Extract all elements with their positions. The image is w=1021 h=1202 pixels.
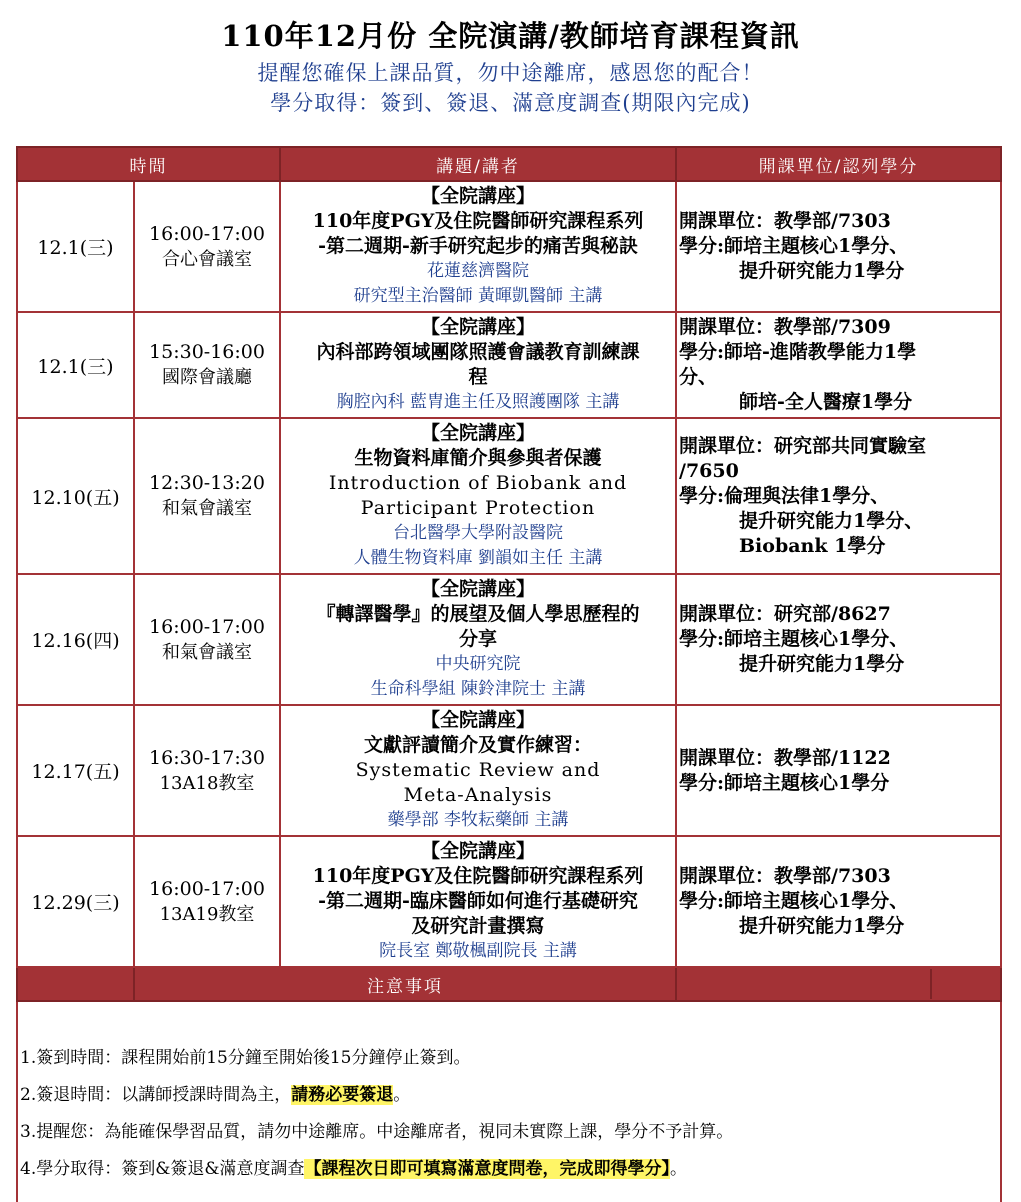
speaker: 院長室 鄭敬楓副院長 主講 (379, 941, 577, 961)
note-item (20, 1077, 998, 1114)
note-item: 1.簽到時間：課程開始前15分鐘至開始後15分鐘停止簽到。 (20, 1048, 471, 1068)
row-topic (280, 705, 676, 836)
row-time (134, 312, 280, 418)
credit-line: 師培-全人醫療1學分 (739, 391, 913, 413)
row-topic (280, 312, 676, 418)
note-text: 。 (669, 1159, 687, 1179)
note-highlight: 【課程次日即可填寫滿意度問卷，完成即得學分】 (304, 1159, 670, 1179)
time-range: 16:00-17:00 (149, 222, 265, 245)
row-time (134, 418, 280, 574)
speaker-org: 中央研究院 (435, 654, 521, 674)
row-date: 12.16(四) (17, 574, 134, 705)
row-unit (676, 836, 1001, 967)
row-topic (280, 418, 676, 574)
lecture-title: 分享 (458, 628, 497, 650)
lecture-title: -第二週期-臨床醫師如何進行基礎研究 (318, 890, 638, 912)
time-range: 12:30-13:20 (149, 472, 265, 494)
lecture-title-en: Introduction of Biobank and (328, 472, 628, 494)
lecture-tag: 【全院講座】 (420, 840, 535, 862)
credit-line: 分、 (679, 366, 718, 388)
lecture-title: 程 (468, 366, 488, 388)
room: 和氣會議室 (162, 498, 252, 519)
table-row (17, 836, 1001, 967)
course-unit: /7650 (679, 459, 739, 482)
table-row (17, 705, 1001, 836)
row-time (134, 705, 280, 836)
time-range: 16:00-17:00 (149, 877, 265, 900)
row-date: 12.17(五) (17, 705, 134, 836)
row-unit (676, 705, 1001, 836)
room: 和氣會議室 (162, 641, 252, 663)
row-unit (676, 418, 1001, 574)
notes-heading: 注意事項 (134, 967, 676, 1001)
time-range: 16:00-17:00 (149, 615, 265, 638)
reminder-subtitle: 提醒您確保上課品質，勿中途離席，感恩您的配合！ (257, 61, 764, 85)
notes-box (17, 1001, 1001, 1202)
lecture-title: 內科部跨領域團隊照護會議教育訓練課 (316, 341, 640, 363)
notes-header-spacer (17, 967, 134, 1001)
room: 合心會議室 (162, 248, 252, 270)
course-unit: 開課單位：教學部/7303 (679, 865, 891, 887)
lecture-title: 110年度PGY及住院醫師研究課程系列 (312, 210, 644, 232)
row-date: 12.1(三) (17, 312, 134, 418)
lecture-tag: 【全院講座】 (420, 185, 535, 207)
speaker: 胸腔內科 藍胄進主任及照護團隊 主講 (336, 392, 620, 412)
row-time (134, 181, 280, 312)
row-date: 12.10(五) (17, 418, 134, 574)
course-unit: 開課單位：研究部共同實驗室 (679, 434, 927, 457)
lecture-tag: 【全院講座】 (420, 422, 535, 444)
credit-subtitle: 學分取得：簽到、簽退、滿意度調查(期限內完成) (270, 91, 751, 115)
page-title: 110年12月份 全院演講/教師培育課程資訊 (221, 19, 800, 53)
row-unit (676, 312, 1001, 418)
lecture-tag: 【全院講座】 (420, 578, 535, 600)
speaker: 研究型主治醫師 黃暉凱醫師 主講 (353, 286, 603, 306)
lecture-tag: 【全院講座】 (420, 709, 535, 731)
lecture-title-en: Meta-Analysis (403, 784, 553, 806)
speaker-org: 花蓮慈濟醫院 (427, 261, 529, 281)
table-row (17, 418, 1001, 574)
credit-line: 提升研究能力1學分 (739, 653, 905, 675)
schedule-table (16, 146, 1002, 1202)
row-topic (280, 574, 676, 705)
row-topic (280, 181, 676, 312)
notes-row (17, 1001, 1001, 1202)
header-topic: 講題/講者 (280, 147, 676, 181)
row-time (134, 836, 280, 967)
credit-line: 提升研究能力1學分、 (739, 509, 924, 532)
credit-line: 學分:師培主題核心1學分 (679, 771, 890, 794)
course-unit: 開課單位：教學部/7309 (679, 316, 891, 338)
note-text: 2.簽退時間：以講師授課時間為主， (20, 1085, 292, 1105)
speaker: 藥學部 李牧耘藥師 主講 (387, 810, 569, 830)
lecture-title: -第二週期-新手研究起步的痛苦與秘訣 (318, 235, 638, 257)
credit-line: 學分:師培主題核心1學分、 (679, 628, 909, 650)
lecture-title-en: Systematic Review and (355, 759, 601, 781)
room: 13A19教室 (159, 903, 255, 925)
note-text: 4.學分取得：簽到&簽退&滿意度調查 (20, 1159, 305, 1179)
speaker-org: 台北醫學大學附設醫院 (393, 523, 563, 543)
speaker: 人體生物資料庫 劉韻如主任 主講 (353, 548, 603, 568)
speaker: 生命科學組 陳鈴津院士 主講 (370, 679, 586, 699)
header-unit: 開課單位/認列學分 (676, 147, 1001, 181)
row-date: 12.1(三) (17, 181, 134, 312)
course-unit: 開課單位：研究部/8627 (679, 603, 891, 625)
table-header-row (17, 147, 1001, 181)
row-unit (676, 181, 1001, 312)
table-row (17, 181, 1001, 312)
credit-line: 學分:師培主題核心1學分、 (679, 890, 909, 912)
notes-header-row (17, 967, 1001, 1001)
table-row (17, 574, 1001, 705)
lecture-title-en: Participant Protection (360, 497, 596, 519)
credit-line: 學分:倫理與法律1學分、 (679, 484, 890, 507)
lecture-title: 生物資料庫簡介與參與者保護 (354, 447, 602, 469)
credit-line: Biobank 1學分 (739, 534, 886, 557)
room: 國際會議廳 (162, 367, 252, 388)
lecture-tag: 【全院講座】 (420, 316, 535, 338)
header-time: 時間 (17, 147, 280, 181)
row-date: 12.29(三) (17, 836, 134, 967)
note-item (20, 1151, 998, 1188)
time-range: 15:30-16:00 (149, 341, 265, 363)
time-range: 16:30-17:30 (149, 746, 265, 769)
credit-line: 提升研究能力1學分 (739, 260, 905, 282)
credit-line: 提升研究能力1學分 (739, 915, 905, 937)
lecture-title: 『轉譯醫學』的展望及個人學思歷程的 (316, 603, 640, 625)
notes-header-spacer (676, 967, 1001, 1001)
lecture-title: 及研究計畫撰寫 (411, 915, 545, 937)
credit-line: 學分:師培-進階教學能力1學 (679, 341, 917, 363)
table-row (17, 312, 1001, 418)
course-unit: 開課單位：教學部/7303 (679, 210, 891, 232)
row-topic (280, 836, 676, 967)
course-unit: 開課單位：教學部/1122 (679, 746, 891, 769)
credit-line: 學分:師培主題核心1學分、 (679, 235, 909, 257)
row-unit (676, 574, 1001, 705)
note-item: 3.提醒您：為能確保學習品質，請勿中途離席。中途離席者，視同未實際上課，學分不予計算。 (20, 1122, 734, 1142)
note-highlight: 請務必要簽退 (291, 1085, 394, 1105)
note-text: 。 (393, 1085, 411, 1105)
room: 13A18教室 (159, 772, 255, 794)
lecture-title: 110年度PGY及住院醫師研究課程系列 (312, 865, 644, 887)
lecture-title: 文獻評讀簡介及實作練習： (363, 734, 592, 756)
row-time (134, 574, 280, 705)
